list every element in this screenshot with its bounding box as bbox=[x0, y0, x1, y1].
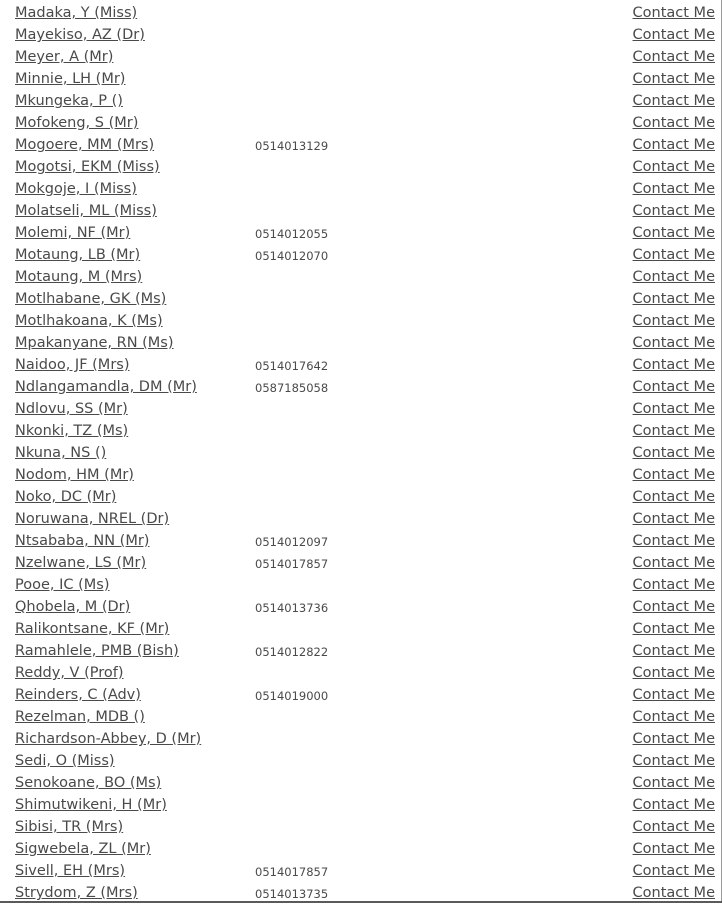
contact-me-link[interactable]: Contact Me bbox=[632, 467, 715, 483]
contact-me-link[interactable]: Contact Me bbox=[632, 335, 715, 351]
directory-row bbox=[0, 706, 722, 728]
staff-phone: 0514017857 bbox=[255, 865, 329, 879]
staff-phone: 0514013735 bbox=[255, 887, 329, 901]
directory-row bbox=[0, 24, 722, 46]
staff-phone: 0514012822 bbox=[255, 645, 329, 659]
staff-name-link[interactable]: Pooe, IC (Ms) bbox=[15, 577, 110, 593]
staff-phone: 0514017857 bbox=[255, 557, 329, 571]
staff-name-link[interactable]: Noko, DC (Mr) bbox=[15, 489, 117, 505]
staff-name-link[interactable]: Molatseli, ML (Miss) bbox=[15, 203, 157, 219]
directory-row bbox=[0, 178, 722, 200]
contact-me-link[interactable]: Contact Me bbox=[632, 511, 715, 527]
staff-name-link[interactable]: Mpakanyane, RN (Ms) bbox=[15, 335, 174, 351]
staff-name-link[interactable]: Motaung, M (Mrs) bbox=[15, 269, 143, 285]
directory-row bbox=[0, 68, 722, 90]
contact-me-link[interactable]: Contact Me bbox=[632, 93, 715, 109]
staff-name-link[interactable]: Nkonki, TZ (Ms) bbox=[15, 423, 129, 439]
staff-phone: 0514013736 bbox=[255, 601, 329, 615]
staff-name-link[interactable]: Reinders, C (Adv) bbox=[15, 687, 141, 703]
contact-me-link[interactable]: Contact Me bbox=[632, 577, 715, 593]
staff-directory-list bbox=[0, 2, 722, 904]
directory-row bbox=[0, 508, 722, 530]
contact-me-link[interactable]: Contact Me bbox=[632, 137, 715, 153]
contact-me-link[interactable]: Contact Me bbox=[632, 291, 715, 307]
staff-phone: 0514019000 bbox=[255, 689, 329, 703]
contact-me-link[interactable]: Contact Me bbox=[632, 489, 715, 505]
contact-me-link[interactable]: Contact Me bbox=[632, 621, 715, 637]
staff-name-link[interactable]: Ndlovu, SS (Mr) bbox=[15, 401, 128, 417]
staff-name-link[interactable]: Madaka, Y (Miss) bbox=[15, 5, 138, 21]
staff-name-link[interactable]: Motlhakoana, K (Ms) bbox=[15, 313, 163, 329]
contact-me-link[interactable]: Contact Me bbox=[632, 555, 715, 571]
directory-row bbox=[0, 728, 722, 750]
contact-me-link[interactable]: Contact Me bbox=[632, 27, 715, 43]
directory-row bbox=[0, 552, 722, 574]
contact-me-link[interactable]: Contact Me bbox=[632, 885, 715, 901]
directory-row bbox=[0, 464, 722, 486]
staff-name-link[interactable]: Noruwana, NREL (Dr) bbox=[15, 511, 170, 527]
directory-row bbox=[0, 266, 722, 288]
staff-phone: 0514013129 bbox=[255, 139, 329, 153]
contact-me-link[interactable]: Contact Me bbox=[632, 225, 715, 241]
staff-name-link[interactable]: Minnie, LH (Mr) bbox=[15, 71, 126, 87]
contact-me-link[interactable]: Contact Me bbox=[632, 203, 715, 219]
staff-name-link[interactable]: Reddy, V (Prof) bbox=[15, 665, 124, 681]
directory-row bbox=[0, 442, 722, 464]
staff-name-link[interactable]: Motaung, LB (Mr) bbox=[15, 247, 141, 263]
directory-row bbox=[0, 838, 722, 860]
directory-row bbox=[0, 794, 722, 816]
staff-phone: 0587185058 bbox=[255, 381, 329, 395]
directory-row bbox=[0, 354, 722, 376]
staff-name-link[interactable]: Senokoane, BO (Ms) bbox=[15, 775, 162, 791]
contact-me-link[interactable]: Contact Me bbox=[632, 753, 715, 769]
directory-row bbox=[0, 156, 722, 178]
staff-phone: 0514017642 bbox=[255, 359, 329, 373]
directory-row bbox=[0, 640, 722, 662]
staff-name-link[interactable]: Nodom, HM (Mr) bbox=[15, 467, 134, 483]
contact-me-link[interactable]: Contact Me bbox=[632, 445, 715, 461]
directory-row bbox=[0, 596, 722, 618]
contact-me-link[interactable]: Contact Me bbox=[632, 49, 715, 65]
directory-row bbox=[0, 112, 722, 134]
contact-me-link[interactable]: Contact Me bbox=[632, 599, 715, 615]
contact-me-link[interactable]: Contact Me bbox=[632, 313, 715, 329]
staff-name-link[interactable]: Richardson-Abbey, D (Mr) bbox=[15, 731, 202, 747]
contact-me-link[interactable]: Contact Me bbox=[632, 841, 715, 857]
directory-row bbox=[0, 772, 722, 794]
staff-phone: 0514012070 bbox=[255, 249, 329, 263]
staff-phone: 0514012097 bbox=[255, 535, 329, 549]
contact-me-link[interactable]: Contact Me bbox=[632, 357, 715, 373]
staff-name-link[interactable]: Mofokeng, S (Mr) bbox=[15, 115, 139, 131]
directory-row bbox=[0, 750, 722, 772]
contact-me-link[interactable]: Contact Me bbox=[632, 379, 715, 395]
contact-me-link[interactable]: Contact Me bbox=[632, 709, 715, 725]
directory-row bbox=[0, 816, 722, 838]
contact-me-link[interactable]: Contact Me bbox=[632, 115, 715, 131]
contact-me-link[interactable]: Contact Me bbox=[632, 247, 715, 263]
contact-me-link[interactable]: Contact Me bbox=[632, 5, 715, 21]
staff-name-link[interactable]: Ramahlele, PMB (Bish) bbox=[15, 643, 179, 659]
contact-me-link[interactable]: Contact Me bbox=[632, 797, 715, 813]
directory-row bbox=[0, 332, 722, 354]
staff-name-link[interactable]: Mogotsi, EKM (Miss) bbox=[15, 159, 160, 175]
staff-phone: 0514012055 bbox=[255, 227, 329, 241]
contact-me-link[interactable]: Contact Me bbox=[632, 423, 715, 439]
staff-name-link[interactable]: Sedi, O (Miss) bbox=[15, 753, 115, 769]
directory-row bbox=[0, 134, 722, 156]
staff-name-link[interactable]: Ntsababa, NN (Mr) bbox=[15, 533, 150, 549]
directory-row bbox=[0, 618, 722, 640]
staff-name-link[interactable]: Mogoere, MM (Mrs) bbox=[15, 137, 155, 153]
contact-me-link[interactable]: Contact Me bbox=[632, 731, 715, 747]
contact-me-link[interactable]: Contact Me bbox=[632, 775, 715, 791]
staff-name-link[interactable]: Sibisi, TR (Mrs) bbox=[15, 819, 124, 835]
staff-name-link[interactable]: Motlhabane, GK (Ms) bbox=[15, 291, 167, 307]
staff-name-link[interactable]: Nzelwane, LS (Mr) bbox=[15, 555, 147, 571]
directory-row bbox=[0, 244, 722, 266]
directory-row bbox=[0, 398, 722, 420]
staff-name-link[interactable]: Ndlangamandla, DM (Mr) bbox=[15, 379, 197, 395]
staff-name-link[interactable]: Mayekiso, AZ (Dr) bbox=[15, 27, 145, 43]
directory-row bbox=[0, 288, 722, 310]
directory-row bbox=[0, 860, 722, 882]
staff-name-link[interactable]: Qhobela, M (Dr) bbox=[15, 599, 131, 615]
directory-row bbox=[0, 376, 722, 398]
staff-name-link[interactable]: Nkuna, NS () bbox=[15, 445, 107, 461]
directory-row bbox=[0, 486, 722, 508]
directory-row bbox=[0, 200, 722, 222]
staff-name-link[interactable]: Mokgoje, I (Miss) bbox=[15, 181, 137, 197]
staff-name-link[interactable]: Sivell, EH (Mrs) bbox=[15, 863, 126, 879]
directory-row bbox=[0, 662, 722, 684]
directory-row bbox=[0, 684, 722, 706]
directory-row bbox=[0, 574, 722, 596]
directory-row bbox=[0, 46, 722, 68]
staff-name-link[interactable]: Meyer, A (Mr) bbox=[15, 49, 114, 65]
contact-me-link[interactable]: Contact Me bbox=[632, 643, 715, 659]
contact-me-link[interactable]: Contact Me bbox=[632, 687, 715, 703]
staff-name-link[interactable]: Shimutwikeni, H (Mr) bbox=[15, 797, 167, 813]
directory-row bbox=[0, 2, 722, 24]
contact-me-link[interactable]: Contact Me bbox=[632, 71, 715, 87]
contact-me-link[interactable]: Contact Me bbox=[632, 819, 715, 835]
staff-name-link[interactable]: Molemi, NF (Mr) bbox=[15, 225, 131, 241]
directory-row bbox=[0, 530, 722, 552]
contact-me-link[interactable]: Contact Me bbox=[632, 269, 715, 285]
directory-row bbox=[0, 310, 722, 332]
staff-name-link[interactable]: Rezelman, MDB () bbox=[15, 709, 145, 725]
staff-name-link[interactable]: Ralikontsane, KF (Mr) bbox=[15, 621, 170, 637]
staff-name-link[interactable]: Mkungeka, P () bbox=[15, 93, 123, 109]
contact-me-link[interactable]: Contact Me bbox=[632, 863, 715, 879]
contact-me-link[interactable]: Contact Me bbox=[632, 181, 715, 197]
staff-name-link[interactable]: Sigwebela, ZL (Mr) bbox=[15, 841, 151, 857]
contact-me-link[interactable]: Contact Me bbox=[632, 533, 715, 549]
staff-name-link[interactable]: Strydom, Z (Mrs) bbox=[15, 885, 138, 901]
contact-me-link[interactable]: Contact Me bbox=[632, 401, 715, 417]
contact-me-link[interactable]: Contact Me bbox=[632, 159, 715, 175]
directory-row bbox=[0, 222, 722, 244]
staff-name-link[interactable]: Naidoo, JF (Mrs) bbox=[15, 357, 130, 373]
directory-row bbox=[0, 420, 722, 442]
contact-me-link[interactable]: Contact Me bbox=[632, 665, 715, 681]
directory-row bbox=[0, 90, 722, 112]
